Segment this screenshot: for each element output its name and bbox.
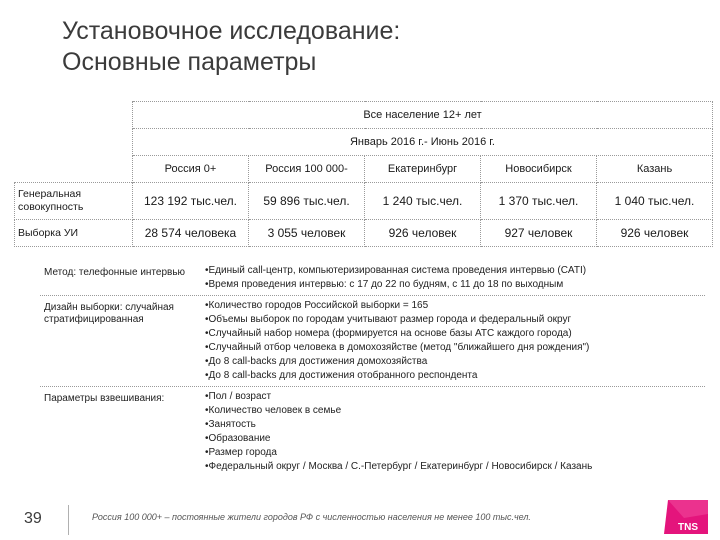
table-cell: 1 370 тыс.чел.	[481, 183, 597, 220]
table-cell: 926 человек	[365, 220, 481, 247]
list-item: •Пол / возраст	[205, 391, 272, 402]
table-cell: 1 040 тыс.чел.	[597, 183, 713, 220]
tns-logo-icon	[664, 500, 708, 534]
design-list	[205, 296, 705, 386]
table-cell: 1 240 тыс.чел.	[365, 183, 481, 220]
list-item: •Время проведения интервью: с 17 до 22 по будням, с 11 до 18 по выходным	[205, 279, 564, 290]
design-row	[40, 296, 705, 387]
table-cell: 927 человек	[481, 220, 597, 247]
list-item: •Случайный набор номера (формируется на основе базы АТС каждого города)	[205, 328, 572, 339]
list-item: •Образование	[205, 433, 271, 444]
list-item: •Количество городов Российской выборки = 165	[205, 300, 429, 311]
page-number: 39	[24, 510, 42, 527]
row-label: Генеральная совокупность	[15, 183, 133, 220]
list-item: •До 8 call-backs для достижения отобранного респондента	[205, 370, 478, 381]
column-header: Россия 100 000-	[249, 156, 365, 183]
table-cell: 123 192 тыс.чел.	[133, 183, 249, 220]
column-header: Новосибирск	[481, 156, 597, 183]
table-cell: 3 055 человек	[249, 220, 365, 247]
list-item: •Случайный отбор человека в домохозяйстве (метод "ближайшего дня рождения")	[205, 342, 590, 353]
column-header: Россия 0+	[133, 156, 249, 183]
table-cell: 28 574 человека	[133, 220, 249, 247]
list-item: •Объемы выборок по городам учитывают размер города и федеральный округ	[205, 314, 572, 325]
list-item: •Федеральный округ / Москва / С.-Петербург / Екатеринбург / Новосибирск / Казань	[205, 461, 593, 472]
table-cell: 926 человек	[597, 220, 713, 247]
logo-text: TNS	[678, 522, 698, 533]
list-item: •Количество человек в семье	[205, 405, 342, 416]
list-item: •Размер города	[205, 447, 277, 458]
weighting-row	[40, 387, 705, 477]
details-section	[40, 261, 705, 477]
population-header: Все население 12+ лет	[133, 102, 713, 129]
footer-divider	[68, 505, 69, 535]
period-header: Январь 2016 г.- Июнь 2016 г.	[133, 129, 713, 156]
method-row	[40, 261, 705, 296]
title-line-2: Основные параметры	[62, 48, 317, 76]
weighting-list	[205, 387, 705, 477]
weighting-label: Параметры взвешивания:	[44, 393, 165, 404]
method-list	[205, 261, 705, 295]
footnote: Россия 100 000+ – постоянные жители городов РФ с численностью населения не менее 100 тыс.чел.	[92, 512, 531, 522]
column-header: Екатеринбург	[365, 156, 481, 183]
list-item: •Единый call-центр, компьютеризированная система проведения интервью (CATI)	[205, 265, 587, 276]
corner-cell	[15, 102, 133, 183]
title-line-1: Установочное исследование:	[62, 17, 401, 45]
slide-title	[62, 16, 400, 78]
parameters-table	[14, 101, 713, 247]
table-cell: 59 896 тыс.чел.	[249, 183, 365, 220]
method-label: Метод: телефонные интервью	[44, 267, 186, 278]
design-label: Дизайн выборки: случайная стратифицированная	[44, 302, 174, 325]
list-item: •До 8 call-backs для достижения домохозяйства	[205, 356, 428, 367]
row-label: Выборка УИ	[15, 220, 133, 247]
table-row	[15, 220, 713, 247]
column-header: Казань	[597, 156, 713, 183]
table-row	[15, 183, 713, 220]
list-item: •Занятость	[205, 419, 256, 430]
